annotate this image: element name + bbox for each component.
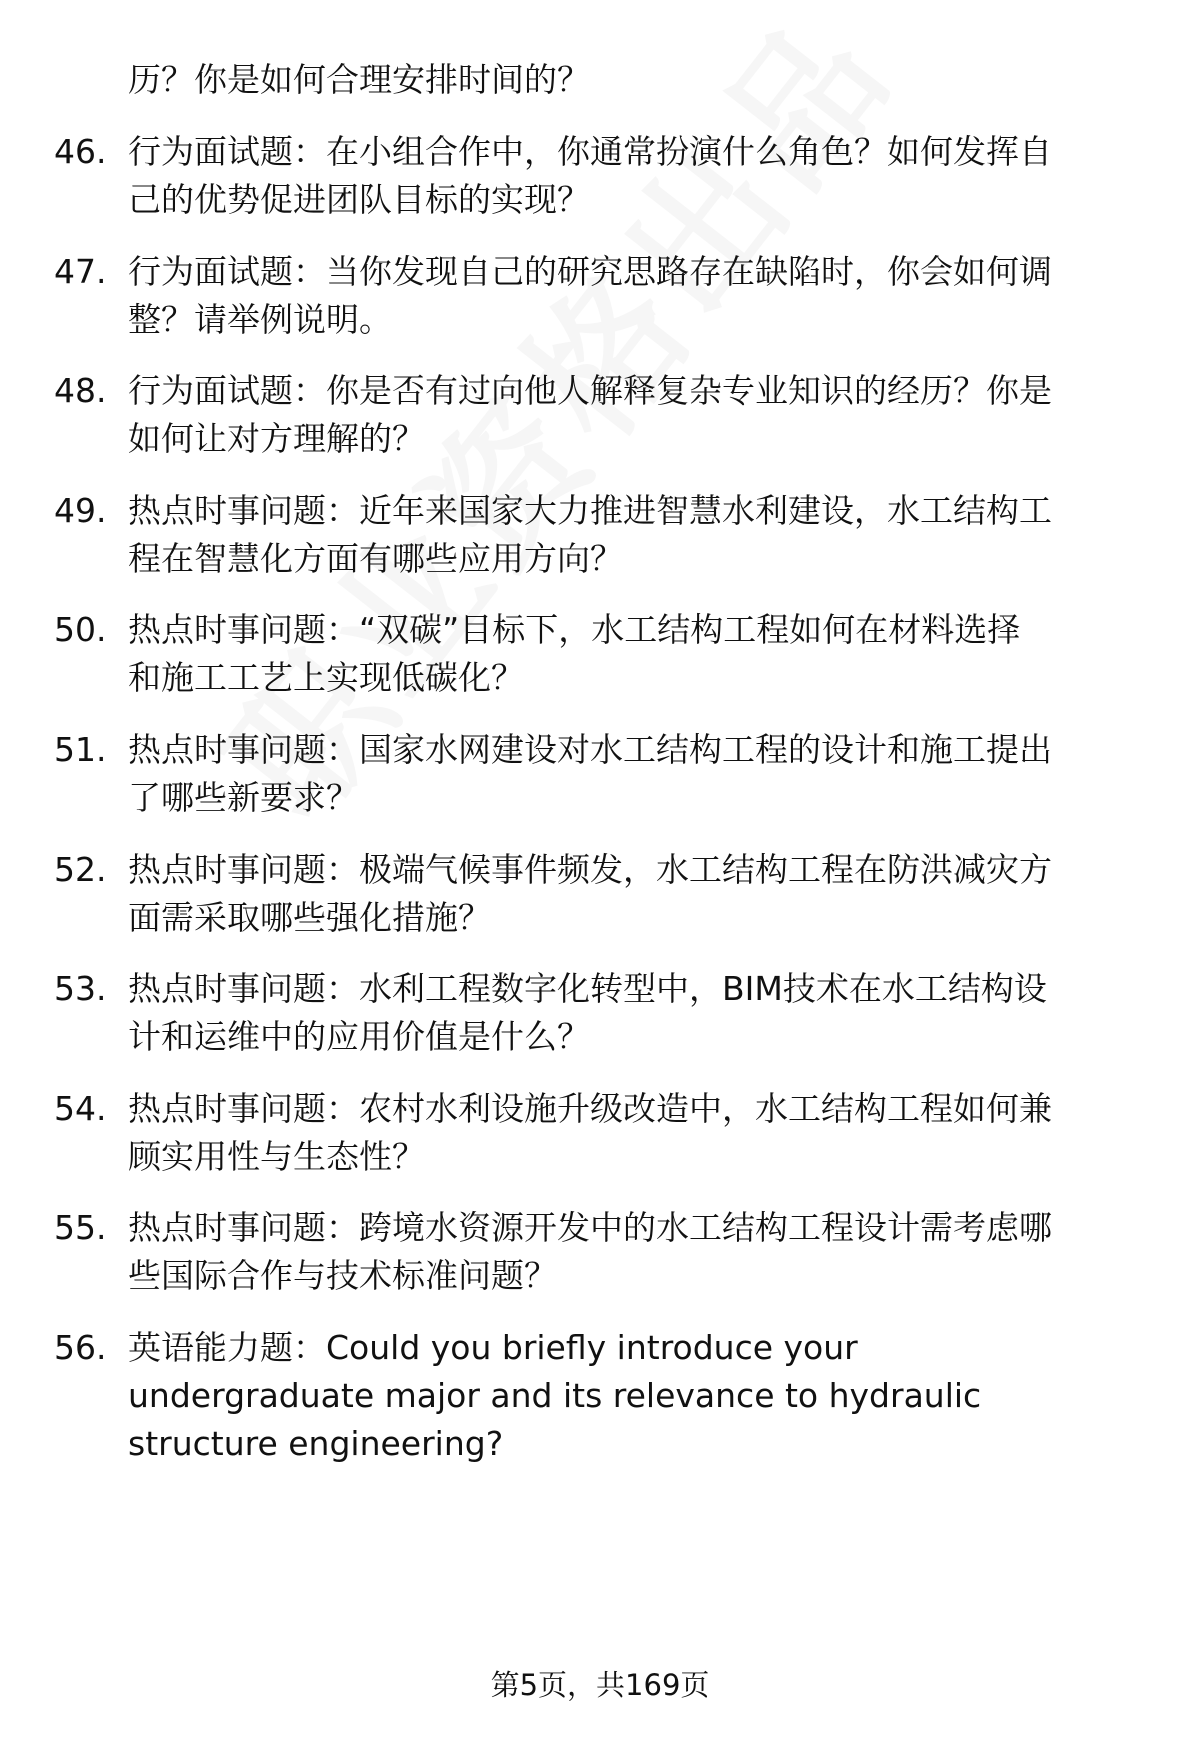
question-line: 行为面试题：当你发现自己的研究思路存在缺陷时，你会如何调 <box>128 252 1052 291</box>
question-line: 热点时事问题：“双碳”目标下，水工结构工程如何在材料选择 <box>128 610 1021 649</box>
question-number: 54. <box>54 1089 107 1128</box>
question-line: 热点时事问题：跨境水资源开发中的水工结构工程设计需考虑哪 <box>128 1208 1052 1247</box>
question-text <box>128 846 1138 942</box>
question-line: undergraduate major and its relevance to hydraulic <box>128 1376 982 1415</box>
question-number: 53. <box>54 969 107 1008</box>
question-text <box>128 487 1138 583</box>
question-number: 48. <box>54 371 107 410</box>
question-line: 热点时事问题：国家水网建设对水工结构工程的设计和施工提出 <box>128 730 1052 769</box>
question-line: 程在智慧化方面有哪些应用方向？ <box>128 539 623 578</box>
question-line: 热点时事问题：极端气候事件频发，水工结构工程在防洪减灾方 <box>128 850 1052 889</box>
question-text <box>128 128 1138 224</box>
question-line: structure engineering? <box>128 1424 504 1463</box>
question-line: 顾实用性与生态性？ <box>128 1137 425 1176</box>
question-line: 计和运维中的应用价值是什么？ <box>128 1017 590 1056</box>
question-line: 如何让对方理解的？ <box>128 419 425 458</box>
question-line: 英语能力题：Could you briefly introduce your <box>128 1328 858 1367</box>
question-line: 己的优势促进团队目标的实现？ <box>128 180 590 219</box>
question-line: 行为面试题：你是否有过向他人解释复杂专业知识的经历？你是 <box>128 371 1052 410</box>
question-text <box>128 606 1138 702</box>
question-text <box>128 367 1138 463</box>
question-line: 热点时事问题：近年来国家大力推进智慧水利建设，水工结构工 <box>128 491 1052 530</box>
question-text <box>128 1085 1138 1181</box>
question-number: 49. <box>54 491 107 530</box>
page-footer: 第5页，共169页 <box>490 1668 710 1702</box>
question-number: 56. <box>54 1328 107 1367</box>
question-line: 热点时事问题：水利工程数字化转型中，BIM技术在水工结构设 <box>128 969 1047 1008</box>
question-line: 热点时事问题：农村水利设施升级改造中，水工结构工程如何兼 <box>128 1089 1052 1128</box>
question-number: 46. <box>54 132 107 171</box>
question-number: 50. <box>54 610 107 649</box>
question-number: 47. <box>54 252 107 291</box>
question-text <box>128 248 1138 344</box>
question-number: 55. <box>54 1208 107 1247</box>
question-line: 了哪些新要求？ <box>128 778 359 817</box>
question-line: 和施工工艺上实现低碳化？ <box>128 658 524 697</box>
continuation-line: 历？你是如何合理安排时间的？ <box>128 60 590 99</box>
question-line: 行为面试题：在小组合作中，你通常扮演什么角色？如何发挥自 <box>128 132 1052 171</box>
question-text <box>128 1204 1138 1300</box>
question-number: 52. <box>54 850 107 889</box>
question-number: 51. <box>54 730 107 769</box>
question-text <box>128 1324 1138 1468</box>
question-text <box>128 965 1138 1061</box>
question-line: 面需采取哪些强化措施？ <box>128 898 491 937</box>
question-line: 整？请举例说明。 <box>128 300 392 339</box>
question-line: 些国际合作与技术标准问题？ <box>128 1256 557 1295</box>
question-text <box>128 726 1138 822</box>
